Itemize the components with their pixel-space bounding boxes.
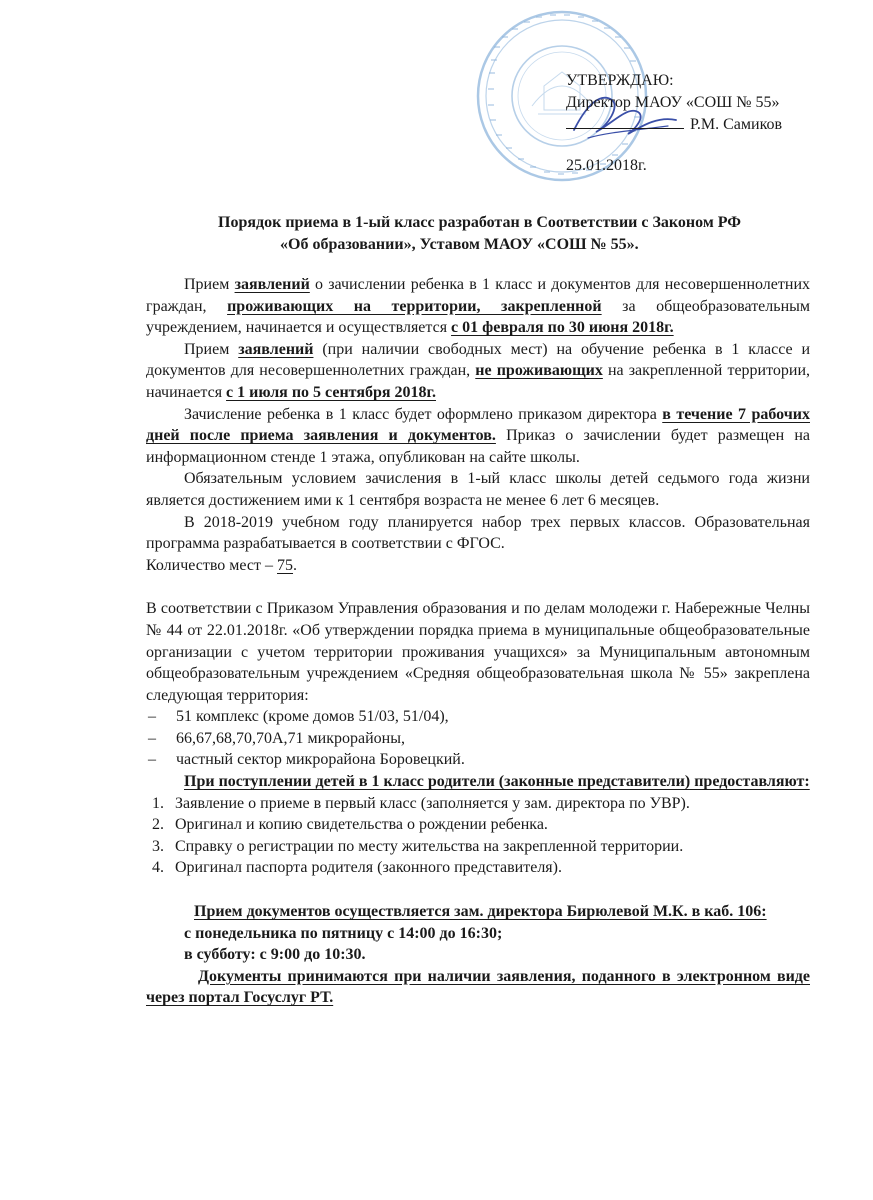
document-title — [0, 212, 873, 256]
docs-list — [146, 793, 810, 879]
schedule-note: Документы принимаются при наличии заявления, поданного в электронном виде через портал Госуслуг РТ. — [146, 967, 810, 1007]
list-item: – частный сектор микрорайона Боровецкий. — [146, 749, 810, 771]
list-item: – 66,67,68,70,70А,71 микрорайоны, — [146, 728, 810, 750]
paragraph-age-condition: Обязательным условием зачисления в 1-ый класс школы детей седьмого года жизни является достижением ими к 1 сентября возраста не менее 6 лет 6 месяцев. — [146, 470, 810, 509]
schedule-saturday: в субботу: с 9:00 до 10:30. — [184, 946, 366, 964]
paragraph-applications-nonresident: Прием заявлений (при наличии свободных мест) на обучение ребенка в 1 классе и документов для несовершеннолетних граждан, не проживающих на закрепленной территории, начинается с 1 июля по 5 сентября 2018г. — [146, 340, 811, 401]
approval-signature-line — [566, 114, 866, 136]
approval-position: Директор МАОУ «СОШ № 55» — [566, 94, 780, 111]
title-line-1: Порядок приема в 1-ый класс разработан в Соответствии с Законом РФ — [218, 214, 741, 231]
list-item: – 51 комплекс (кроме домов 51/03, 51/04), — [146, 706, 810, 728]
approval-date: 25.01.2018г. — [566, 157, 647, 174]
schedule-heading: Прием документов осуществляется зам. директора Бирюлевой М.К. в каб. 106: — [194, 903, 767, 921]
territory-list — [146, 706, 810, 771]
list-item: 4. Оригинал паспорта родителя (законного представителя). — [152, 859, 562, 877]
title-line-2: «Об образовании», Уставом МАОУ «СОШ № 55». — [280, 236, 639, 253]
docs-heading: При поступлении детей в 1 класс родители (законные представители) предоставляют: — [184, 773, 810, 791]
approval-name: Р.М. Самиков — [690, 116, 783, 133]
approval-block — [566, 70, 866, 177]
signature-underline — [566, 128, 684, 129]
schedule-weekdays: с понедельника по пятницу с 14:00 до 16:30; — [184, 924, 503, 942]
document-body — [146, 274, 810, 1009]
paragraph-seats: Количество мест – 75. — [146, 556, 298, 574]
list-item: 3. Справку о регистрации по месту жительства на закрепленной территории. — [152, 837, 684, 855]
paragraph-applications-resident: Прием заявлений о зачислении ребенка в 1 класс и документов для несовершеннолетних граждан, проживающих на территории, закрепленной за общеобразовательным учреждением, начинается и осуществляется с 01 февраля по 30 июня 2018г. — [146, 276, 811, 337]
paragraph-territory: В соответствии с Приказом Управления образования и по делам молодежи г. Набережные Челны № 44 от 22.01.2018г. «Об утверждении порядка приема в муниципальные общеобразовательные организации с учетом территории проживания учащихся» за Муниципальным автономным общеобразовательным учреждением «Средняя общеобразовательная школа № 55» закреплена следующая территория: — [146, 600, 810, 704]
list-item: 2. Оригинал и копию свидетельства о рождении ребенка. — [152, 816, 548, 834]
paragraph-enrollment-order: Зачисление ребенка в 1 класс будет оформлено приказом директора в течение 7 рабочих дней после приема заявления и документов. Приказ о зачислении будет размещен на информационном стенде 1 этажа, опубликован на сайте школы. — [146, 405, 810, 466]
schedule-block — [146, 901, 810, 966]
approval-heading: УТВЕРЖДАЮ: — [566, 72, 674, 89]
list-item: 1. Заявление о приеме в первый класс (заполняется у зам. директора по УВР). — [152, 794, 690, 812]
paragraph-classes-plan: В 2018-2019 учебном году планируется набор трех первых классов. Образовательная программа разрабатывается в соответствии с ФГОС. — [146, 513, 810, 553]
